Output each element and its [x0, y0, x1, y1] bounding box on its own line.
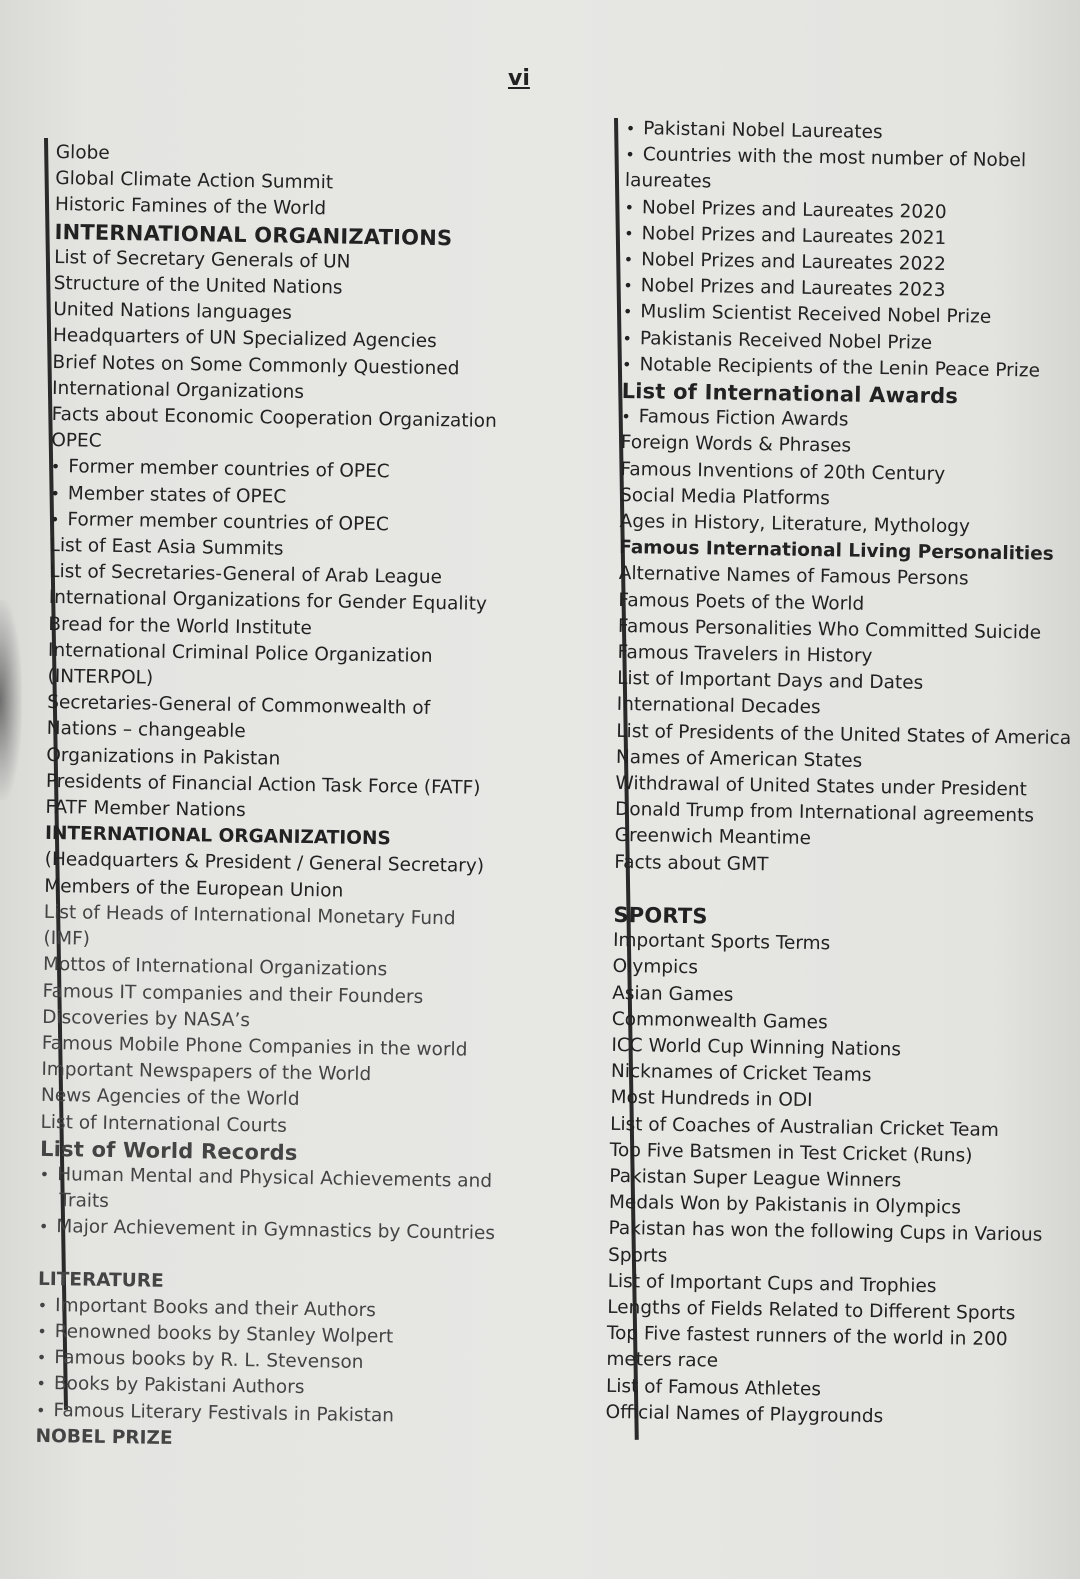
toc-entry: Ages in History, Literature, Mythology — [619, 510, 971, 538]
toc-entry: Mottos of International Organizations — [42, 954, 388, 981]
toc-entry: Famous Inventions of 20th Century — [620, 458, 946, 485]
toc-entry: FATF Member Nations — [45, 796, 246, 822]
toc-entry: List of Coaches of Australian Cricket Team — [610, 1113, 1000, 1141]
toc-entry: Pakistan has won the following Cups in Various — [608, 1218, 1043, 1247]
toc-entry: List of East Asia Summits — [49, 534, 284, 560]
toc-entry: Famous Mobile Phone Companies in the world — [41, 1032, 468, 1061]
toc-entry: Famous IT companies and their Founders — [42, 980, 424, 1008]
toc-entry: Famous Poets of the World — [618, 589, 865, 615]
toc-bullet-item: • Major Achievement in Gymnastics by Countries — [39, 1214, 549, 1248]
toc-entry: Lengths of Fields Related to Different Sports — [607, 1296, 1016, 1325]
toc-entry: Top Five fastest runners of the world in 200 — [606, 1322, 1008, 1351]
toc-entry: Foreign Words & Phrases — [620, 432, 852, 458]
toc-entry: List of Secretaries-General of Arab League — [49, 561, 443, 589]
toc-subheading: LITERATURE — [37, 1268, 164, 1292]
toc-entry: (INTERPOL) — [47, 665, 154, 689]
toc-entry: Structure of the United Nations — [53, 272, 343, 299]
toc-entry: Withdrawal of United States under President — [615, 772, 1028, 801]
toc-entry: Commonwealth Games — [611, 1008, 828, 1033]
toc-entry: Important Sports Terms — [612, 929, 831, 955]
toc-entry: Brief Notes on Some Commonly Questioned — [52, 351, 460, 379]
toc-bullet-item: • Famous Literary Festivals in Pakistan — [36, 1397, 546, 1431]
toc-entry: Historic Famines of the World — [54, 194, 327, 220]
toc-entry: Facts about GMT — [614, 851, 769, 876]
toc-bullet-item: • Notable Recipients of the Lenin Peace Prize — [622, 352, 1062, 385]
toc-entry: News Agencies of the World — [40, 1085, 300, 1111]
toc-heading: List of International Awards — [621, 378, 959, 409]
toc-bullet-item: • Pakistanis Received Nobel Prize — [622, 326, 1062, 359]
toc-entry: Headquarters of UN Specialized Agencies — [52, 325, 437, 353]
toc-entry: International Organizations — [51, 377, 305, 403]
toc-entry: List of Important Cups and Trophies — [607, 1270, 937, 1297]
toc-entry: Globe — [55, 141, 110, 164]
toc-entry: Pakistan Super League Winners — [609, 1165, 902, 1192]
toc-entry: Secretaries-General of Commonwealth of — [46, 692, 431, 720]
toc-entry: Famous Travelers in History — [617, 641, 873, 667]
toc-bullet-item: • Nobel Prizes and Laureates 2023 — [623, 273, 1063, 306]
toc-heading: List of World Records — [39, 1136, 298, 1165]
toc-entry: Social Media Platforms — [619, 484, 831, 510]
toc-bullet-item: • Nobel Prizes and Laureates 2020 — [624, 195, 1064, 228]
toc-entry: Nicknames of Cricket Teams — [610, 1060, 872, 1087]
toc-entry: (Headquarters & President / General Secretary) — [44, 849, 485, 878]
toc-entry: ICC World Cup Winning Nations — [611, 1034, 902, 1061]
toc-entry: Greenwich Meantime — [614, 825, 812, 850]
toc-entry: Presidents of Financial Action Task Force (FATF) — [45, 770, 481, 799]
toc-entry: Important Newspapers of the World — [41, 1058, 372, 1086]
page-edge-shadow — [0, 600, 22, 800]
toc-bullet-item: • Pakistani Nobel Laureates — [626, 116, 1066, 149]
toc-bullet-item: • Former member countries of OPEC — [50, 507, 560, 541]
toc-entry: Members of the European Union — [44, 875, 344, 902]
toc-bullet-item: • Famous books by R. L. Stevenson — [37, 1345, 547, 1379]
toc-entry: International Criminal Police Organization — [47, 639, 433, 667]
toc-subheading: Famous International Living Personalities — [619, 537, 1054, 566]
toc-entry: United Nations languages — [53, 299, 293, 324]
toc-entry: laureates — [624, 170, 712, 193]
toc-entry: List of Important Days and Dates — [616, 668, 924, 695]
toc-bullet-item: • Books by Pakistani Authors — [36, 1371, 546, 1405]
toc-subheading: INTERNATIONAL ORGANIZATIONS — [44, 823, 391, 850]
toc-continuation: Traits — [59, 1190, 110, 1213]
right-contents-column — [605, 116, 1072, 1433]
toc-entry: Sports — [607, 1244, 668, 1267]
toc-bullet-item: • Muslim Scientist Received Nobel Prize — [623, 299, 1063, 332]
toc-entry: Top Five Batsmen in Test Cricket (Runs) — [609, 1139, 973, 1167]
toc-entry: Names of American States — [615, 746, 863, 772]
toc-bullet-item: • Human Mental and Physical Achievements and — [40, 1162, 550, 1196]
toc-bullet-item: • Renowned books by Stanley Wolpert — [37, 1319, 547, 1353]
toc-entry: List of Secretary Generals of UN — [53, 246, 351, 273]
toc-entry: Alternative Names of Famous Persons — [618, 563, 969, 590]
toc-bullet-item: • Member states of OPEC — [50, 481, 560, 515]
toc-entry: Official Names of Playgrounds — [605, 1401, 884, 1427]
toc-entry: International Decades — [616, 694, 821, 719]
toc-entry: Most Hundreds in ODI — [610, 1087, 813, 1112]
toc-entry: Famous Personalities Who Committed Suicide — [617, 615, 1042, 644]
toc-heading: INTERNATIONAL ORGANIZATIONS — [54, 219, 453, 250]
toc-entry: Medals Won by Pakistanis in Olympics — [608, 1191, 962, 1219]
toc-entry: Global Climate Action Summit — [55, 168, 334, 194]
toc-entry: List of Presidents of the United States of America — [616, 720, 1072, 749]
toc-entry: Donald Trump from International agreements — [614, 799, 1035, 827]
toc-bullet-item: • Former member countries of OPEC — [51, 454, 561, 488]
toc-entry: International Organizations for Gender Equality — [48, 587, 488, 616]
toc-entry: List of International Courts — [40, 1111, 288, 1137]
toc-bullet-item: • Nobel Prizes and Laureates 2021 — [624, 221, 1064, 254]
toc-bullet-item: • Famous Fiction Awards — [621, 404, 1061, 437]
toc-entry: Olympics — [612, 956, 699, 979]
toc-entry: Bread for the World Institute — [48, 613, 313, 639]
toc-bullet-item: • Important Books and their Authors — [37, 1293, 547, 1327]
left-contents-column — [35, 140, 566, 1458]
toc-heading: SPORTS — [613, 902, 708, 929]
toc-entry: Organizations in Pakistan — [46, 744, 281, 770]
toc-bullet-item: • Countries with the most number of Nobel — [625, 142, 1065, 175]
toc-entry: OPEC — [51, 430, 102, 452]
page-number: vi — [508, 66, 530, 91]
toc-entry: List of Heads of International Monetary Fund — [43, 901, 456, 930]
toc-entry: Nations – changeable — [46, 718, 246, 743]
toc-entry: Discoveries by NASA’s — [42, 1006, 251, 1031]
toc-entry: meters race — [606, 1349, 719, 1372]
toc-subheading: NOBEL PRIZE — [35, 1425, 173, 1449]
toc-entry: Facts about Economic Cooperation Organization — [51, 403, 497, 432]
toc-entry: Asian Games — [612, 982, 734, 1006]
toc-bullet-item: • Nobel Prizes and Laureates 2022 — [624, 247, 1064, 280]
toc-entry: (IMF) — [43, 927, 91, 950]
toc-entry: List of Famous Athletes — [605, 1375, 822, 1400]
